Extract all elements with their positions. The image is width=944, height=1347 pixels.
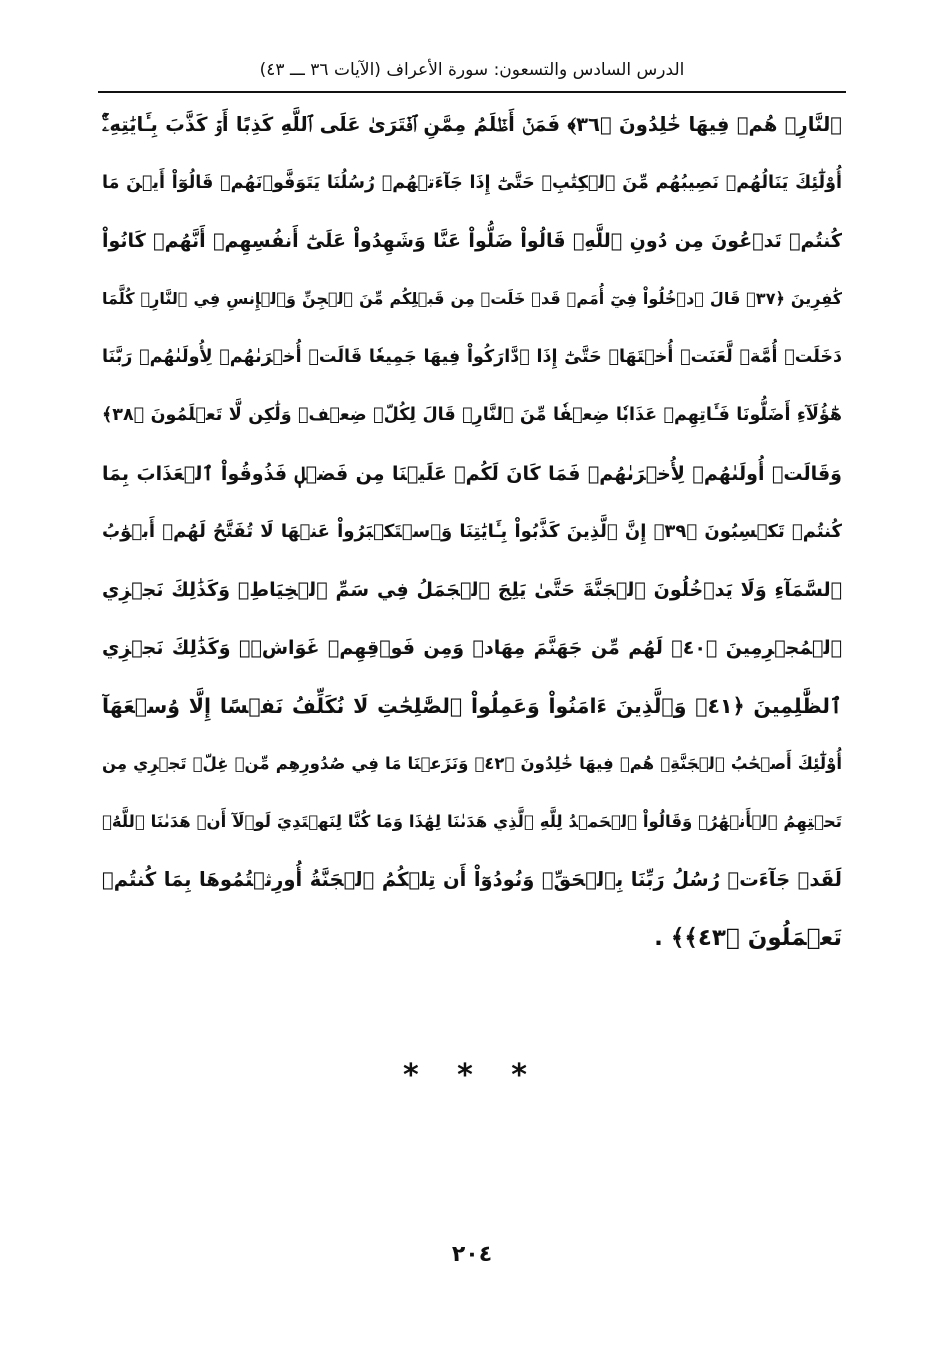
verse-line-final: تَعۡمَلُونَ ﴿٤٣﴾﴾ . bbox=[654, 925, 842, 952]
verse-text-block bbox=[102, 96, 842, 967]
verse-line: لَقَدۡ جَآءَتۡ رُسُلُ رَبِّنَا بِٱلۡحَقِّۖ وَنُودُوٓاْ أَن تِلۡكُمُ ٱلۡجَنَّةُ أُورِثۡتُمُوهَا بِمَا كُنتُمۡ bbox=[102, 868, 842, 892]
verse-line: ٱلنَّارِۖ هُمۡ فِيهَا خَٰلِدُونَ ﴿٣٦﴾ فَمَنۡ أَظۡلَمُ مِمَّنِ ٱفۡتَرَىٰ عَلَى ٱللَّهِ كَذِبًا أَوۡ كَذَّبَ بِـَٔايَٰتِهِۦٓۚ bbox=[102, 113, 842, 136]
verse-line: ٱلسَّمَآءِ وَلَا يَدۡخُلُونَ ٱلۡجَنَّةَ حَتَّىٰ يَلِجَ ٱلۡجَمَلُ فِي سَمِّ ٱلۡخِيَاطِۚ وَكَذَٰلِكَ نَجۡزِي bbox=[102, 578, 842, 601]
verse-line: كَٰفِرِينَ ﴿٣٧﴾ قَالَ ٱدۡخُلُواْ فِيٓ أُمَمٖ قَدۡ خَلَتۡ مِن قَبۡلِكُم مِّنَ ٱلۡجِنِّ وَٱلۡإِنسِ فِي ٱلنَّارِۖ كُلَّمَا bbox=[102, 289, 842, 309]
verse-line: ٱلۡمُجۡرِمِينَ ﴿٤٠﴾ لَهُم مِّن جَهَنَّمَ مِهَادٞ وَمِن فَوۡقِهِمۡ غَوَاشٖۚ وَكَذَٰلِكَ نَجۡزِي bbox=[102, 636, 842, 659]
verse-line: تَحۡتِهِمُ ٱلۡأَنۡهَٰرُۖ وَقَالُواْ ٱلۡحَمۡدُ لِلَّهِ ٱلَّذِي هَدَىٰنَا لِهَٰذَا وَمَا كُنَّا لِنَهۡتَدِيَ لَوۡلَآ أَنۡ هَدَىٰنَا ٱللَّهُۖ bbox=[102, 812, 842, 832]
verse-line: كُنتُمۡ تَدۡعُونَ مِن دُونِ ٱللَّهِۖ قَالُواْ ضَلُّواْ عَنَّا وَشَهِدُواْ عَلَىٰٓ أَنفُسِهِمۡ أَنَّهُمۡ كَانُواْ bbox=[102, 230, 842, 253]
page-number: ٢٠٤ bbox=[451, 1242, 493, 1267]
verse-line: ٱلظَّٰلِمِينَ ﴿٤١﴾ وَٱلَّذِينَ ءَامَنُواْ وَعَمِلُواْ ٱلصَّٰلِحَٰتِ لَا نُكَلِّفُ نَفۡسًا إِلَّا وُسۡعَهَآ bbox=[102, 693, 842, 718]
verse-line: أُوْلَٰٓئِكَ أَصۡحَٰبُ ٱلۡجَنَّةِۖ هُمۡ فِيهَا خَٰلِدُونَ ﴿٤٢﴾ وَنَزَعۡنَا مَا فِي صُدُورِهِم مِّنۡ غِلّٖ تَجۡرِي مِن bbox=[102, 754, 842, 774]
verse-line: أُوْلَٰٓئِكَ يَنَالُهُمۡ نَصِيبُهُم مِّنَ ٱلۡكِتَٰبِۖ حَتَّىٰٓ إِذَا جَآءَتۡهُمۡ رُسُلُنَا يَتَوَفَّوۡنَهُمۡ قَالُوٓاْ أَيۡنَ مَا bbox=[102, 173, 842, 194]
header-rule bbox=[98, 91, 846, 93]
running-header: الدرس السادس والتسعون: سورة الأعراف (الآيات ٣٦ ـــ ٤٣) bbox=[259, 60, 685, 80]
section-separator: * * * bbox=[403, 1058, 541, 1093]
verse-line: كُنتُمۡ تَكۡسِبُونَ ﴿٣٩﴾ إِنَّ ٱلَّذِينَ كَذَّبُواْ بِـَٔايَٰتِنَا وَٱسۡتَكۡبَرُواْ عَنۡهَا لَا تُفَتَّحُ لَهُمۡ أَبۡوَٰبُ bbox=[102, 520, 842, 542]
verse-line: دَخَلَتۡ أُمَّةٞ لَّعَنَتۡ أُخۡتَهَاۖ حَتَّىٰٓ إِذَا ٱدَّارَكُواْ فِيهَا جَمِيعٗا قَالَتۡ أُخۡرَىٰهُمۡ لِأُولَىٰهُمۡ رَبَّنَا bbox=[102, 347, 842, 368]
verse-line: هَٰٓؤُلَآءِ أَضَلُّونَا فَـَٔاتِهِمۡ عَذَابٗا ضِعۡفٗا مِّنَ ٱلنَّارِۖ قَالَ لِكُلّٖ ضِعۡفٞ وَلَٰكِن لَّا تَعۡلَمُونَ ﴿٣٨﴾ bbox=[102, 405, 842, 426]
verse-line: وَقَالَتۡ أُولَىٰهُمۡ لِأُخۡرَىٰهُمۡ فَمَا كَانَ لَكُمۡ عَلَيۡنَا مِن فَضۡلٖ فَذُوقُواْ ٱلۡعَذَابَ بِمَا bbox=[102, 462, 842, 485]
